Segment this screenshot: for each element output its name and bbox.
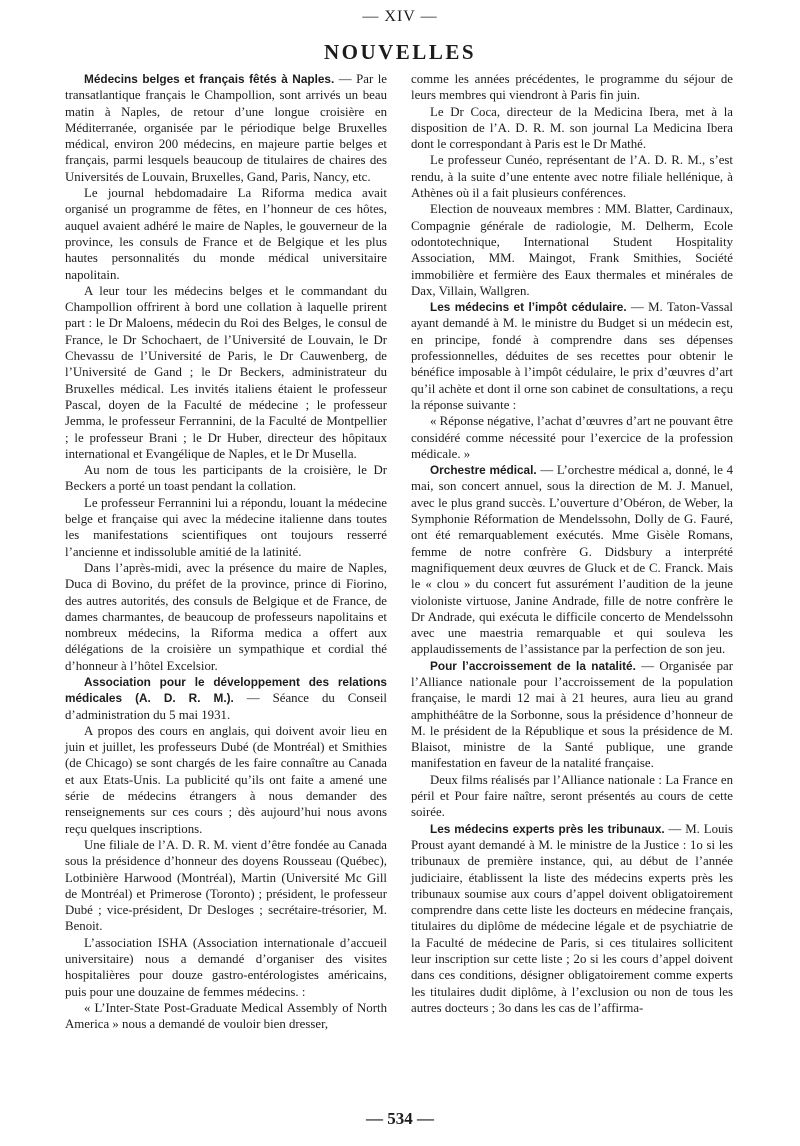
roman-page-number: — XIV — (362, 8, 438, 25)
paragraph-text: Le Dr Coca, directeur de la Medicina Ibera, met à la disposition de l’A. D. R. M. son journal La Medicina Ibera dont le correspondant à Paris est le Dr Mathé. (411, 104, 733, 152)
paragraph (65, 185, 387, 283)
paragraph-text: — M. Taton-Vassal ayant demandé à M. le ministre du Budget si un médecin est, en principe, fondé à comprendre dans ses dépenses professionnelles, déduites de ses recettes pour obtenir le bénéfice imposable à l’impôt cédulaire, le prix d’œuvres d’art qu’il achète et dont il orne son cabinet de consultations, a reçu la réponse suivante : (411, 300, 733, 412)
paragraph-text: A propos des cours en anglais, qui doivent avoir lieu en juin et juillet, les professeurs Dubé (de Montréal) et Smithies (de Chicago) se sont chargés de les faire connaître au Canada et aux Etats-Unis. La publicité qu’ils ont faite a amené une série de médecins étrangers à nous demander des renseignements sur ces cours ; dès aujourd’hui nous avons reçu quelques inscriptions. (65, 723, 387, 836)
news-heading: Orchestre médical. (430, 463, 537, 478)
news-heading: Médecins belges et français fêtés à Naples. (84, 72, 335, 86)
paragraph-text: Election de nouveaux membres : MM. Blatter, Cardinaux, Compagnie générale de radiologie, M. Delherm, Ecole odontotechnique, International Student Hospitality Association, MM. Maingot, Frank Smithies, Société immobilière et fermière des Eaux thermales et minérales de Dax, Villain, Wallgren. (411, 202, 733, 298)
paragraph-text: Deux films réalisés par l’Alliance nationale : La France en péril et Pour faire naître, seront présentés au cours de cette soirée. (411, 772, 733, 820)
paragraph-text: — M. Louis Proust ayant demandé à M. le ministre de la Justice : 1o si les tribunaux de première instance, qui, au début de l’année judiciaire, établissent la liste des médecins experts près les tribunaux soumise aux cours d’appel doivent obligatoirement comprendre dans cette liste les docteurs en médecine français, titulaires du diplôme de médecine légale et de psychiatrie de la Faculté de médecine de Paris, si ces titulaires sollicitent leur inscription sur cette liste ; 2o si les cours d’appel doivent dans ces conditions, désigner obligatoirement comme experts les titulaires dudit diplôme, à l’exclusion ou non de tous les autres docteurs ; 3o dans les cas de l’affirma- (411, 821, 733, 1015)
paragraph (411, 772, 733, 821)
paragraph-text: A leur tour les médecins belges et le commandant du Champollion offrirent à bord une collation à laquelle prirent part : le Dr Maloens, médecin du Roi des Belges, le consul de France, le Dr Schochaert, de l’Université de Louvain, le Dr Chevassu de l’Université de Paris, le Dr Cauwenberg, de l’Université de Gand ; le Dr Beckers, administrateur du Bruxelles médical. Les invités italiens étaient le professeur Pascal, doyen de la Faculté de médecine ; le professeur Jemma, le professeur Ferrannini, de la Faculté de Montpellier ; le professeur Brani ; le Dr Huber, directeur des hôpitaux international et Evangélique de Naples, et le Dr Musella. (65, 283, 387, 461)
paragraph (65, 283, 387, 462)
paragraph (411, 71, 733, 104)
paragraph-text: — Par le transatlantique français le Champollion, sont arrivés un beau matin à Naples, de retour d’une longue croisière en Méditerranée, organisée par le périodique belge Bruxelles médical, environ 200 médecins, en majeure partie belges et français, parmi lesquels beaucoup de titulaires de chaires des Universités de Louvain, Bruxelles, Gand, Paris, Nancy, etc. (65, 72, 387, 184)
paragraph-text: L’association ISHA (Association internationale d’accueil universitaire) nous a demandé d’organiser des visites hospitalières pour douze gastro-entérologistes américains, puis pour une douzaine de femmes médecins. : (65, 935, 387, 999)
paragraph-text: Une filiale de l’A. D. R. M. vient d’être fondée au Canada sous la présidence d’honneur des doyens Rousseau (Québec), Lotbinière Harwood (Montréal), Martin (Université Mc Gill de Montréal) et Primerose (Toronto) ; président, le professeur Dubé ; vice-président, Dr Desloges ; secrétaire-trésorier, M. Benoit. (65, 837, 387, 934)
paragraph-text: Le journal hebdomadaire La Riforma medica avait organisé un programme de fêtes, en l’honneur de ces hôtes, auquel avaient adhéré le maire de Naples, le gouverneur de la province, les consuls de France et de Belgique et les plus hautes personnalités du monde médical universitaire napolitain. (65, 186, 387, 282)
paragraph-text: « L’Inter-State Post-Graduate Medical Assembly of North America » nous a demandé de vouloir bien dresser, (65, 1000, 387, 1032)
paragraph (65, 723, 387, 837)
paragraph-text: Dans l’après-midi, avec la présence du maire de Naples, Duca di Bovino, du préfet de la province, prince di Fiorino, des autres autorités, des consuls de Belgique et de France, de dames charmantes, de beaucoup de professeurs napolitains et nombreux médecins, la Riforma medica a offert aux délégations de la croisière un sympathique et cordial thé d’honneur à l’hôtel Excelsior. (65, 560, 387, 673)
paragraph-text: Le professeur Ferrannini lui a répondu, louant la médecine belge et française qui avec la médecine italienne dans toutes les manifestations scientifiques ont toujours resserré l’ancienne et indissoluble amitié de la latinité. (65, 495, 387, 559)
paragraph (411, 104, 733, 153)
paragraph-text: comme les années précédentes, le programme du séjour de leurs membres qui viendront à Paris fin juin. (411, 72, 733, 103)
paragraph (411, 821, 733, 1017)
paragraph (411, 299, 733, 413)
news-heading: Les médecins experts près les tribunaux. (430, 821, 665, 836)
paragraph (65, 837, 387, 935)
paragraph (65, 462, 387, 495)
paragraph-text: Au nom de tous les participants de la croisière, le Dr Beckers a porté un toast pendant la collation. (65, 463, 387, 494)
paragraph (65, 71, 387, 185)
paragraph (65, 1000, 387, 1033)
paragraph-text: — Organisée par l’Alliance nationale pour l’accroissement de la population française, le mardi 12 mai à 21 heures, aura lieu au grand amphithéâtre de la Sorbonne, sous la présidence d’honneur de M. le président de la République et sous la présidence de M. Blaisot, ministre de la Santé publique, une grande manifestation en faveur de la natalité française. (411, 658, 733, 771)
paragraph-text: — Séance du Conseil d’administration du 5 mai 1931. (65, 691, 387, 722)
paragraph (65, 560, 387, 674)
paragraph (411, 413, 733, 462)
right-column (411, 71, 733, 1016)
news-heading: Pour l’accroissement de la natalité. (430, 658, 636, 673)
news-heading: Les médecins et l’impôt cédulaire. (430, 300, 627, 315)
section-title: NOUVELLES (323, 40, 477, 64)
paragraph (411, 152, 733, 201)
paragraph-text: Le professeur Cunéo, représentant de l’A. D. R. M., s’est rendu, à la suite d’une entente avec notre filiale hellénique, à Athènes où il a fait plusieurs conférences. (411, 153, 733, 201)
news-heading: Association pour le développement des relations médicales (A. D. R. M.). (65, 674, 387, 706)
paragraph-text: « Réponse négative, l’achat d’œuvres d’art ne pouvant être considéré comme nécessité pour l’exercice de la profession médicale. » (411, 414, 733, 461)
paragraph (65, 935, 387, 1000)
page-number: — 534 — (366, 1109, 434, 1128)
paragraph (411, 201, 733, 299)
left-column (65, 71, 387, 1033)
paragraph (65, 495, 387, 560)
paragraph-text: — L’orchestre médical a, donné, le 4 mai, son concert annuel, sous la direction de M. J. Manuel, avec le plus grand succès. L’ouverture d’Obéron, de Weber, la Symphonie Réformation de Mendelssohn, Dolly de G. Fauré, ont été remarquablement exécutés. Mme Gisèle Romans, femme de notre confrère G. Didsbury a interprété magnifiquement deux œuvres de Gluck et de C. Franck. Mais le « clou » du concert fut assurément l’audition de la jeune violoniste virtuose, Janine Andrade, fille de notre confrère le Dr Andrade, qui exécuta le difficile concerto de Mendelssohn avec une maestria remarquable et qui souleva les applaudissements de l’assistance par la perfection de son jeu. (411, 463, 733, 657)
paragraph (411, 462, 733, 658)
paragraph (411, 658, 733, 772)
paragraph (65, 674, 387, 723)
